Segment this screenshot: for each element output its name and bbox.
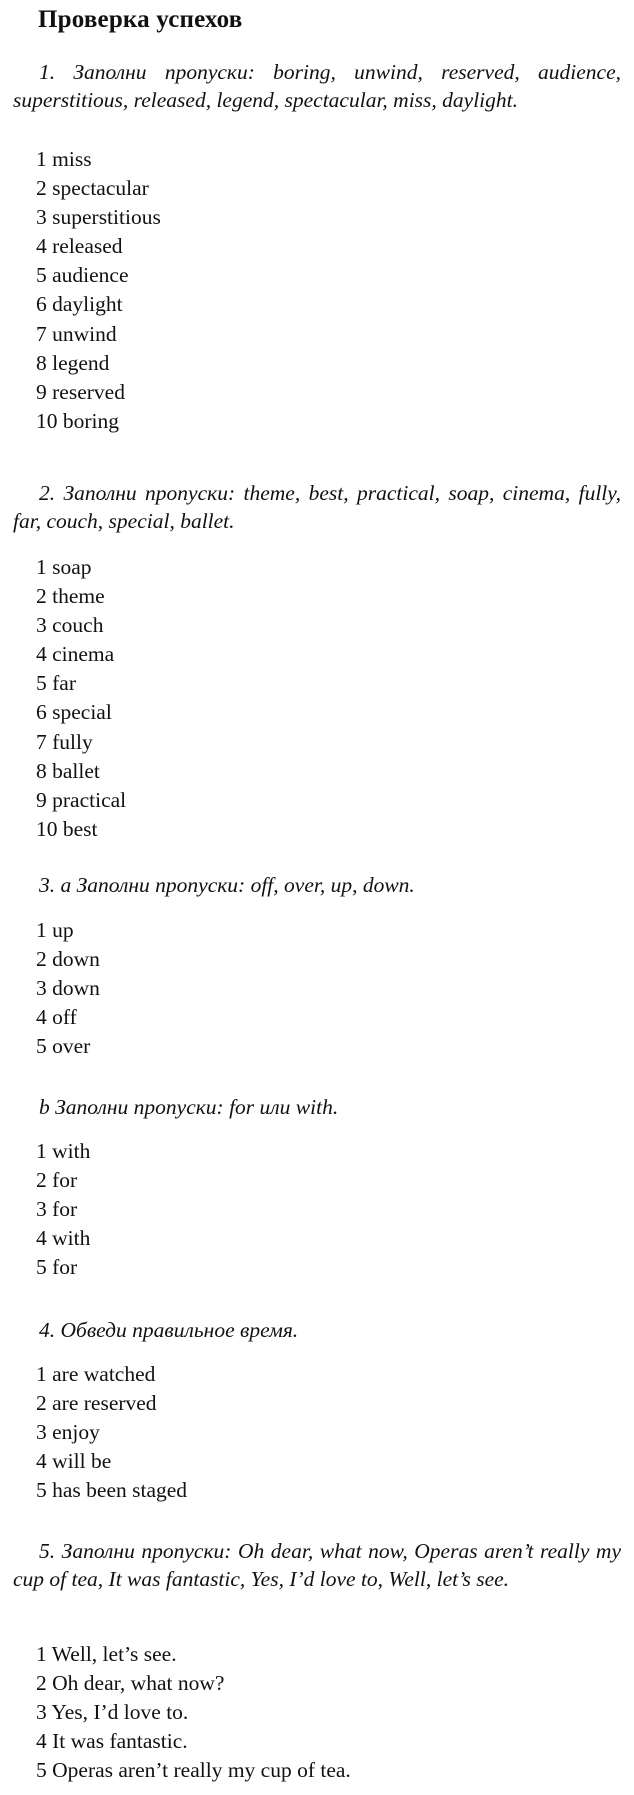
answer-line: 1 are watched bbox=[36, 1362, 156, 1386]
answer-line: 6 daylight bbox=[36, 292, 123, 317]
exercise-1-instruction: 1. Заполни пропуски: boring, unwind, reserved, audience, superstitious, released, legend, spectacular, miss, daylight. bbox=[13, 60, 621, 112]
exercise-3a-answers bbox=[36, 916, 100, 1061]
answer-line: 4 with bbox=[36, 1226, 91, 1251]
answer-line: 2 are reserved bbox=[36, 1391, 157, 1416]
answer-line: 4 cinema bbox=[36, 642, 115, 667]
answer-line: 5 far bbox=[36, 671, 76, 696]
answer-line: 3 enjoy bbox=[36, 1420, 100, 1445]
answer-line: 5 Operas aren’t really my cup of tea. bbox=[36, 1758, 351, 1783]
answer-line: 4 will be bbox=[36, 1449, 112, 1474]
answer-line: 3 down bbox=[36, 976, 100, 1001]
answer-line: 2 theme bbox=[36, 584, 105, 609]
answer-line: 6 special bbox=[36, 700, 112, 725]
answer-line: 9 practical bbox=[36, 787, 127, 812]
answer-line: 3 for bbox=[36, 1197, 78, 1222]
answer-line: 3 Yes, I’d love to. bbox=[36, 1700, 189, 1725]
answer-line: 1 soap bbox=[36, 555, 92, 579]
answer-line: 1 with bbox=[36, 1139, 91, 1163]
answer-line: 10 best bbox=[36, 816, 98, 841]
answer-line: 2 spectacular bbox=[36, 176, 149, 201]
answer-line: 4 off bbox=[36, 1005, 77, 1030]
answer-line: 4 It was fantastic. bbox=[36, 1729, 188, 1754]
answer-line: 7 unwind bbox=[36, 321, 117, 346]
exercise-2-answers bbox=[36, 553, 126, 844]
answer-line: 1 miss bbox=[36, 147, 92, 171]
answer-line: 5 over bbox=[36, 1034, 91, 1059]
answer-line: 3 couch bbox=[36, 613, 104, 638]
answer-line: 5 has been staged bbox=[36, 1478, 188, 1503]
answer-line: 8 legend bbox=[36, 350, 110, 375]
answer-line: 9 reserved bbox=[36, 379, 125, 404]
answer-line: 4 released bbox=[36, 234, 123, 259]
answer-line: 5 for bbox=[36, 1255, 78, 1280]
exercise-1-answers bbox=[36, 145, 161, 436]
exercise-3a-instruction: 3. a Заполни пропуски: off, over, up, down. bbox=[39, 873, 415, 897]
answer-line: 3 superstitious bbox=[36, 205, 161, 230]
exercise-5-instruction: 5. Заполни пропуски: Oh dear, what now, Operas aren’t really my cup of tea, It was fantastic, Yes, I’d love to, Well, let’s see. bbox=[13, 1539, 621, 1591]
answer-line: 10 boring bbox=[36, 408, 120, 433]
answer-line: 2 for bbox=[36, 1168, 78, 1193]
answer-line: 1 Well, let’s see. bbox=[36, 1642, 177, 1666]
exercise-2-instruction: 2. Заполни пропуски: theme, best, practical, soap, cinema, fully, far, couch, special, ballet. bbox=[13, 481, 621, 533]
answer-line: 8 ballet bbox=[36, 758, 100, 783]
exercise-3b-instruction: b Заполни пропуски: for или with. bbox=[39, 1095, 339, 1119]
exercise-3b-answers bbox=[36, 1137, 90, 1282]
answer-line: 7 fully bbox=[36, 729, 93, 754]
exercise-5-answers bbox=[36, 1640, 351, 1785]
answer-line: 5 audience bbox=[36, 263, 129, 288]
answer-line: 1 up bbox=[36, 918, 74, 942]
answer-line: 2 down bbox=[36, 947, 100, 972]
answer-line: 2 Oh dear, what now? bbox=[36, 1671, 225, 1696]
exercise-4-instruction: 4. Обведи правильное время. bbox=[39, 1318, 299, 1342]
exercise-4-answers bbox=[36, 1360, 187, 1505]
page-title: Проверка успехов bbox=[38, 6, 243, 33]
